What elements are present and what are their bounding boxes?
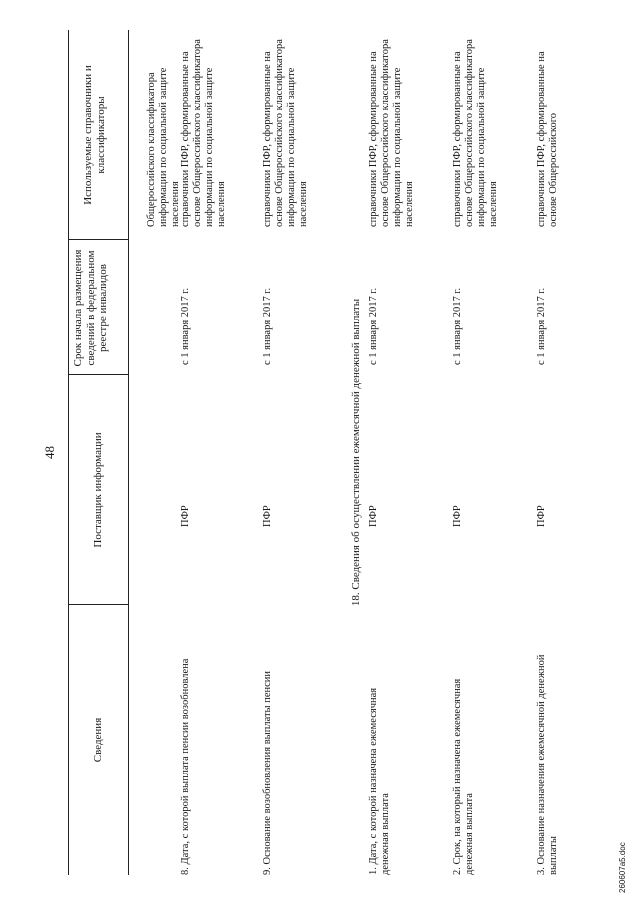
row-info-name: 8. Дата, с которой выплата пенсии возобновлена — [180, 658, 191, 875]
row-info-name: 2. Срок, на который назначена ежемесячная денежная выплата — [452, 678, 475, 875]
row-start-date: с 1 января 2017 г. — [262, 287, 273, 365]
row-start-date: с 1 января 2017 г. — [368, 287, 379, 365]
section-title: 18. Сведения об осуществлении ежемесячной денежной выплаты — [350, 298, 362, 607]
table-top-rule — [68, 30, 69, 875]
header-col-refs: Используемые справочники и классификаторы — [82, 65, 107, 205]
header-col-info: Сведения — [92, 717, 104, 763]
row-provider: ПФР — [452, 505, 463, 527]
page-number: 48 — [42, 446, 57, 459]
row-start-date: с 1 января 2017 г. — [180, 287, 191, 365]
row-provider: ПФР — [180, 505, 191, 527]
row-provider: ПФР — [262, 505, 273, 527]
row-start-date: с 1 января 2017 г. — [452, 287, 463, 365]
row-provider: ПФР — [368, 505, 379, 527]
row-start-date: с 1 января 2017 г. — [536, 287, 547, 365]
header-col-start: Срок начала размещения сведений в федеральном реестре инвалидов — [72, 249, 109, 367]
row-refs: справочники ПФР, сформированные на основе Общероссийского классификатора информации по социальной защите населения — [452, 39, 499, 227]
refs-continuation: Общероссийского классификатора информации по социальной защите населения — [146, 67, 181, 227]
file-name: 260607a5.doc — [618, 842, 627, 893]
table-col-divider-3 — [68, 239, 128, 240]
row-refs: справочники ПФР, сформированные на основе Общероссийского — [536, 51, 559, 227]
row-info-name: 9. Основание возобновления выплаты пенсии — [262, 670, 273, 875]
header-col-provider: Поставщик информации — [92, 432, 104, 548]
row-refs: справочники ПФР, сформированные на основе Общероссийского классификатора информации по социальной защите населения — [262, 39, 309, 227]
table-header-rule — [128, 30, 129, 875]
row-provider: ПФР — [536, 505, 547, 527]
row-info-name: 3. Основание назначения ежемесячной денежной выплаты — [536, 654, 559, 875]
row-info-name: 1. Дата, с которой назначена ежемесячная денежная выплата — [368, 687, 391, 875]
row-refs: справочники ПФР, сформированные на основе Общероссийского классификатора информации по социальной защите населения — [180, 39, 227, 227]
row-refs: справочники ПФР, сформированные на основе Общероссийского классификатора информации по социальной защите населения — [368, 39, 415, 227]
